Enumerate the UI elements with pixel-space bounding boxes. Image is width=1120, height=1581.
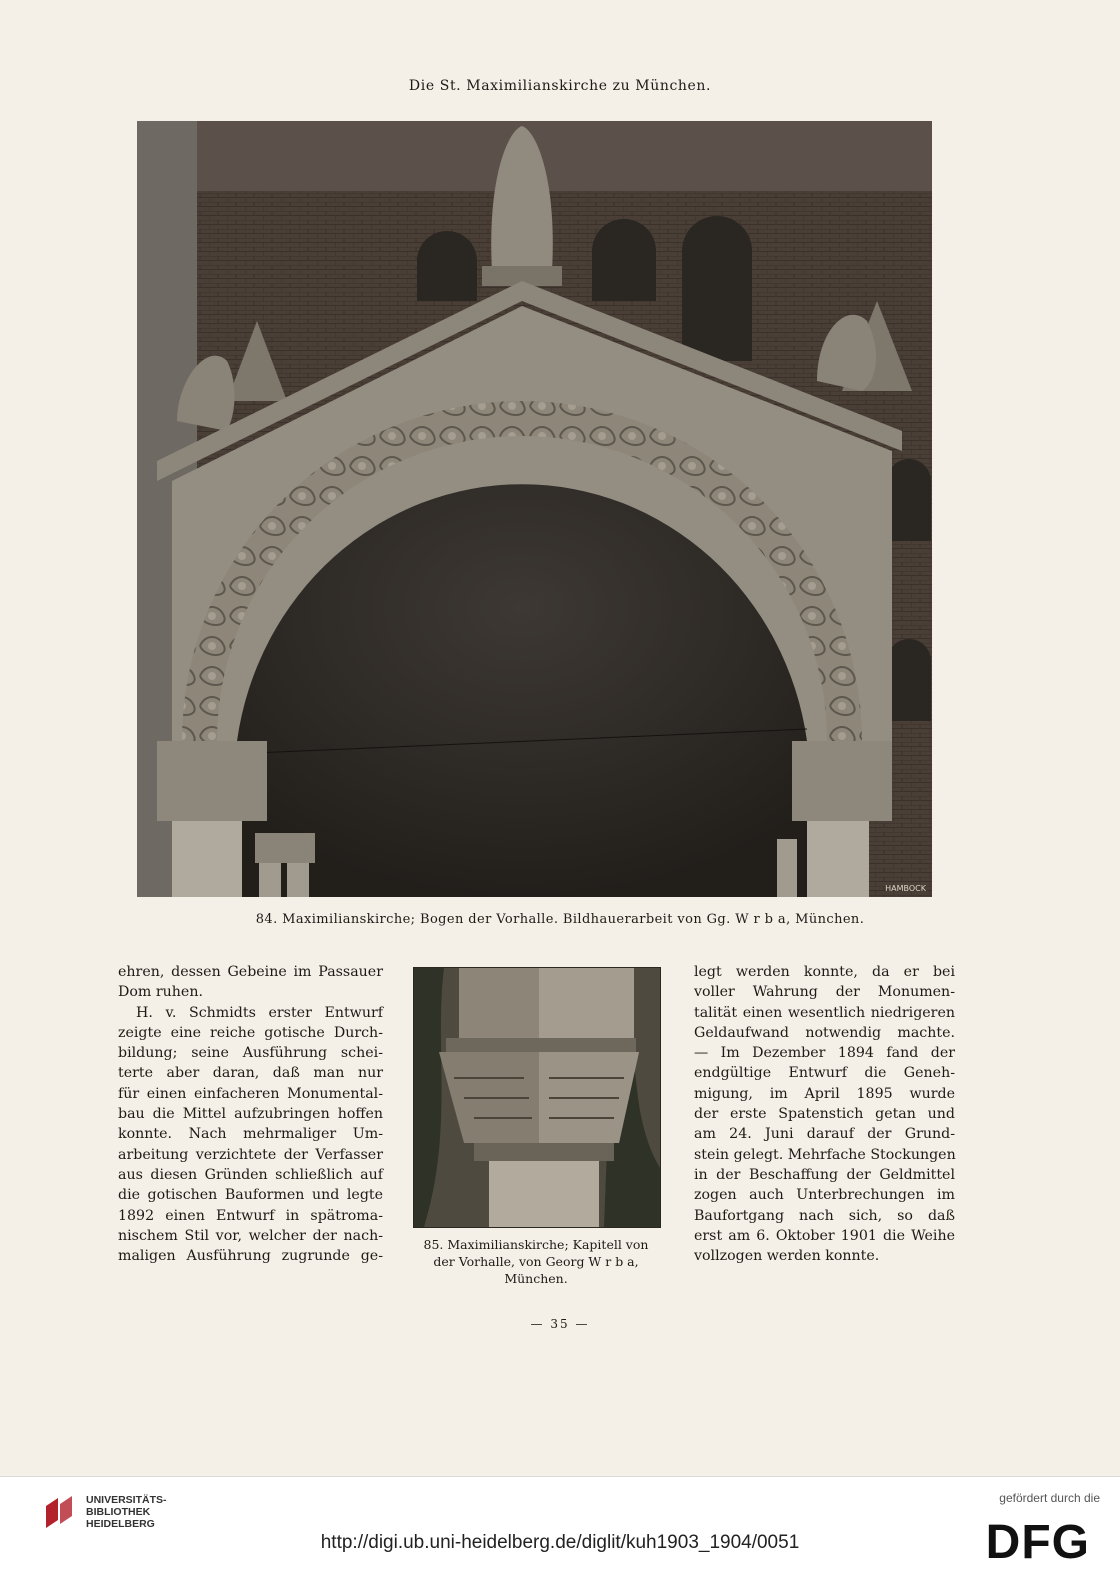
library-name-line: UNIVERSITÄTS- [86, 1494, 167, 1506]
library-name[interactable] [86, 1494, 167, 1530]
text-line: für einen einfacheren Monumental- [118, 1085, 383, 1102]
text-line: arbeitung verzichtete der Verfasser [118, 1146, 383, 1163]
caption-line: der Vorhalle, von Georg W r b a, [433, 1254, 639, 1269]
library-name-line: HEIDELBERG [86, 1518, 155, 1530]
dfg-logo[interactable]: DFG [985, 1516, 1090, 1569]
text-line: konnte. Nach mehrmaliger Um- [118, 1126, 383, 1143]
text-line: talität einen wesentlich niedrigeren [694, 1004, 955, 1021]
text-column-right [694, 962, 955, 1266]
figure-caption-main: 84. Maximilianskirche; Bogen der Vorhalle. Bildhauerarbeit von Gg. W r b a, München. [255, 912, 865, 927]
text-line: Geldaufwand notwendig machte. [694, 1024, 955, 1041]
text-line: die gotischen Bauformen und legte [118, 1187, 383, 1204]
caption-line: München. [504, 1271, 568, 1286]
text-line: 1892 einen Entwurf in spätroma- [118, 1207, 383, 1224]
text-line: nischem Stil vor, welcher der nach- [118, 1227, 383, 1244]
text-line: vollzogen werden konnte. [694, 1248, 880, 1265]
text-line: erst am 6. Oktober 1901 die Weihe [694, 1227, 955, 1244]
text-line: bildung; seine Ausführung schei- [118, 1045, 383, 1062]
library-name-line: BIBLIOTHEK [86, 1506, 151, 1518]
photo-capital [413, 967, 661, 1228]
running-head: Die St. Maximilianskirche zu München. [408, 78, 712, 94]
text-line: legt werden konnte, da er bei [694, 964, 955, 980]
text-line: in der Beschaffung der Geldmittel [694, 1166, 955, 1183]
university-library-logo-icon[interactable] [40, 1494, 78, 1532]
permalink-url[interactable]: http://digi.ub.uni-heidelberg.de/diglit/kuh1903_1904/0051 [320, 1532, 800, 1553]
text-line: voller Wahrung der Monumen- [694, 984, 955, 1001]
text-line: ehren, dessen Gebeine im Passauer [118, 964, 383, 980]
caption-line: 85. Maximilianskirche; Kapitell von [423, 1237, 649, 1252]
text-line: migung, im April 1895 wurde [694, 1085, 955, 1102]
text-line: terte aber daran, daß man nur [118, 1065, 383, 1082]
text-line: H. v. Schmidts erster Entwurf [136, 1004, 383, 1021]
arch-illustration [137, 121, 932, 897]
text-line: Baufortgang nach sich, so daß [694, 1207, 955, 1224]
text-line: zeigte eine reiche gotische Durch- [118, 1024, 383, 1041]
text-line: zogen auch Unterbrechungen im [694, 1187, 955, 1204]
text-line: der erste Spatenstich getan und [694, 1106, 955, 1123]
photo-portal-arch [137, 121, 932, 897]
text-line: endgültige Entwurf die Geneh- [694, 1065, 955, 1082]
figure-caption-small [405, 1236, 667, 1287]
text-line: Dom ruhen. [118, 984, 203, 1001]
photo-credit: HAMBOCK [885, 884, 926, 893]
text-line: bau die Mittel aufzubringen hoffen [118, 1106, 383, 1123]
text-line: stein gelegt. Mehrfache Stockungen [694, 1146, 956, 1163]
page-number: — 35 — [530, 1317, 590, 1331]
text-line: maligen Ausführung zugrunde ge- [118, 1248, 383, 1265]
funded-by-label: gefördert durch die [999, 1491, 1100, 1505]
text-line: — Im Dezember 1894 fand der [694, 1045, 955, 1062]
text-column-left [118, 962, 383, 1266]
text-line: aus diesen Gründen schließlich auf [118, 1166, 383, 1183]
text-line: am 24. Juni darauf der Grund- [694, 1126, 955, 1143]
capital-illustration [414, 968, 660, 1227]
viewer-footer [0, 1476, 1120, 1581]
